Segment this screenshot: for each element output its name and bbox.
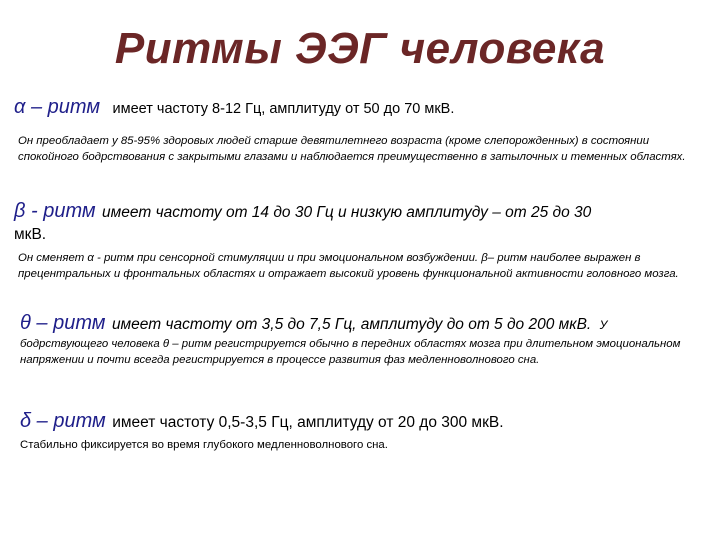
delta-note: Стабильно фиксируется во время глубокого медленноволнового сна. bbox=[20, 439, 388, 451]
alpha-description: имеет частоту 8-12 Гц, амплитуду от 50 до 70 мкВ. bbox=[112, 101, 455, 117]
delta-rhythm-name: δ – ритм bbox=[20, 410, 106, 432]
beta-description-wrap: мкВ. bbox=[14, 226, 47, 243]
theta-note: бодрствующего человека θ – ритм регистрируется обычно в передних областях мозга при длительном эмоциональном напряжении и почти всегда регистрируется в процессе развития фаз медленноволнового сна. bbox=[20, 338, 681, 366]
theta-heading bbox=[20, 312, 607, 335]
alpha-rhythm-name: α – ритм bbox=[14, 96, 101, 118]
theta-description: имеет частоту от 3,5 до 7,5 Гц, амплитуду до от 5 до 200 мкВ. bbox=[111, 316, 592, 333]
delta-description: имеет частоту 0,5-3,5 Гц, амплитуду от 20 до 300 мкВ. bbox=[112, 414, 504, 431]
beta-heading bbox=[14, 200, 591, 223]
delta-heading bbox=[20, 410, 504, 433]
beta-description: имеет частоту от 14 до 30 Гц и низкую амплитуду – от 25 до 30 bbox=[102, 204, 592, 221]
theta-description-tail: У bbox=[599, 318, 608, 332]
theta-rhythm-name: θ – ритм bbox=[20, 312, 106, 334]
beta-note: Он сменяет α - ритм при сенсорной стимуляции и при эмоциональном возбуждении. β– ритм наиболее выражен в прецентральных и фронтальных областях и отражает высокий уровень функциональной активности головного мозга. bbox=[18, 252, 679, 280]
alpha-heading bbox=[14, 96, 454, 119]
beta-rhythm-name: β - ритм bbox=[14, 200, 96, 222]
alpha-note: Он преобладает у 85-95% здоровых людей старше девятилетнего возраста (кроме слепорожденных) в состоянии спокойного бодрствования с закрытыми глазами и наблюдается преимущественно в затылочных и теменных областях. bbox=[18, 135, 686, 163]
page-title: Ритмы ЭЭГ человека bbox=[114, 24, 606, 73]
